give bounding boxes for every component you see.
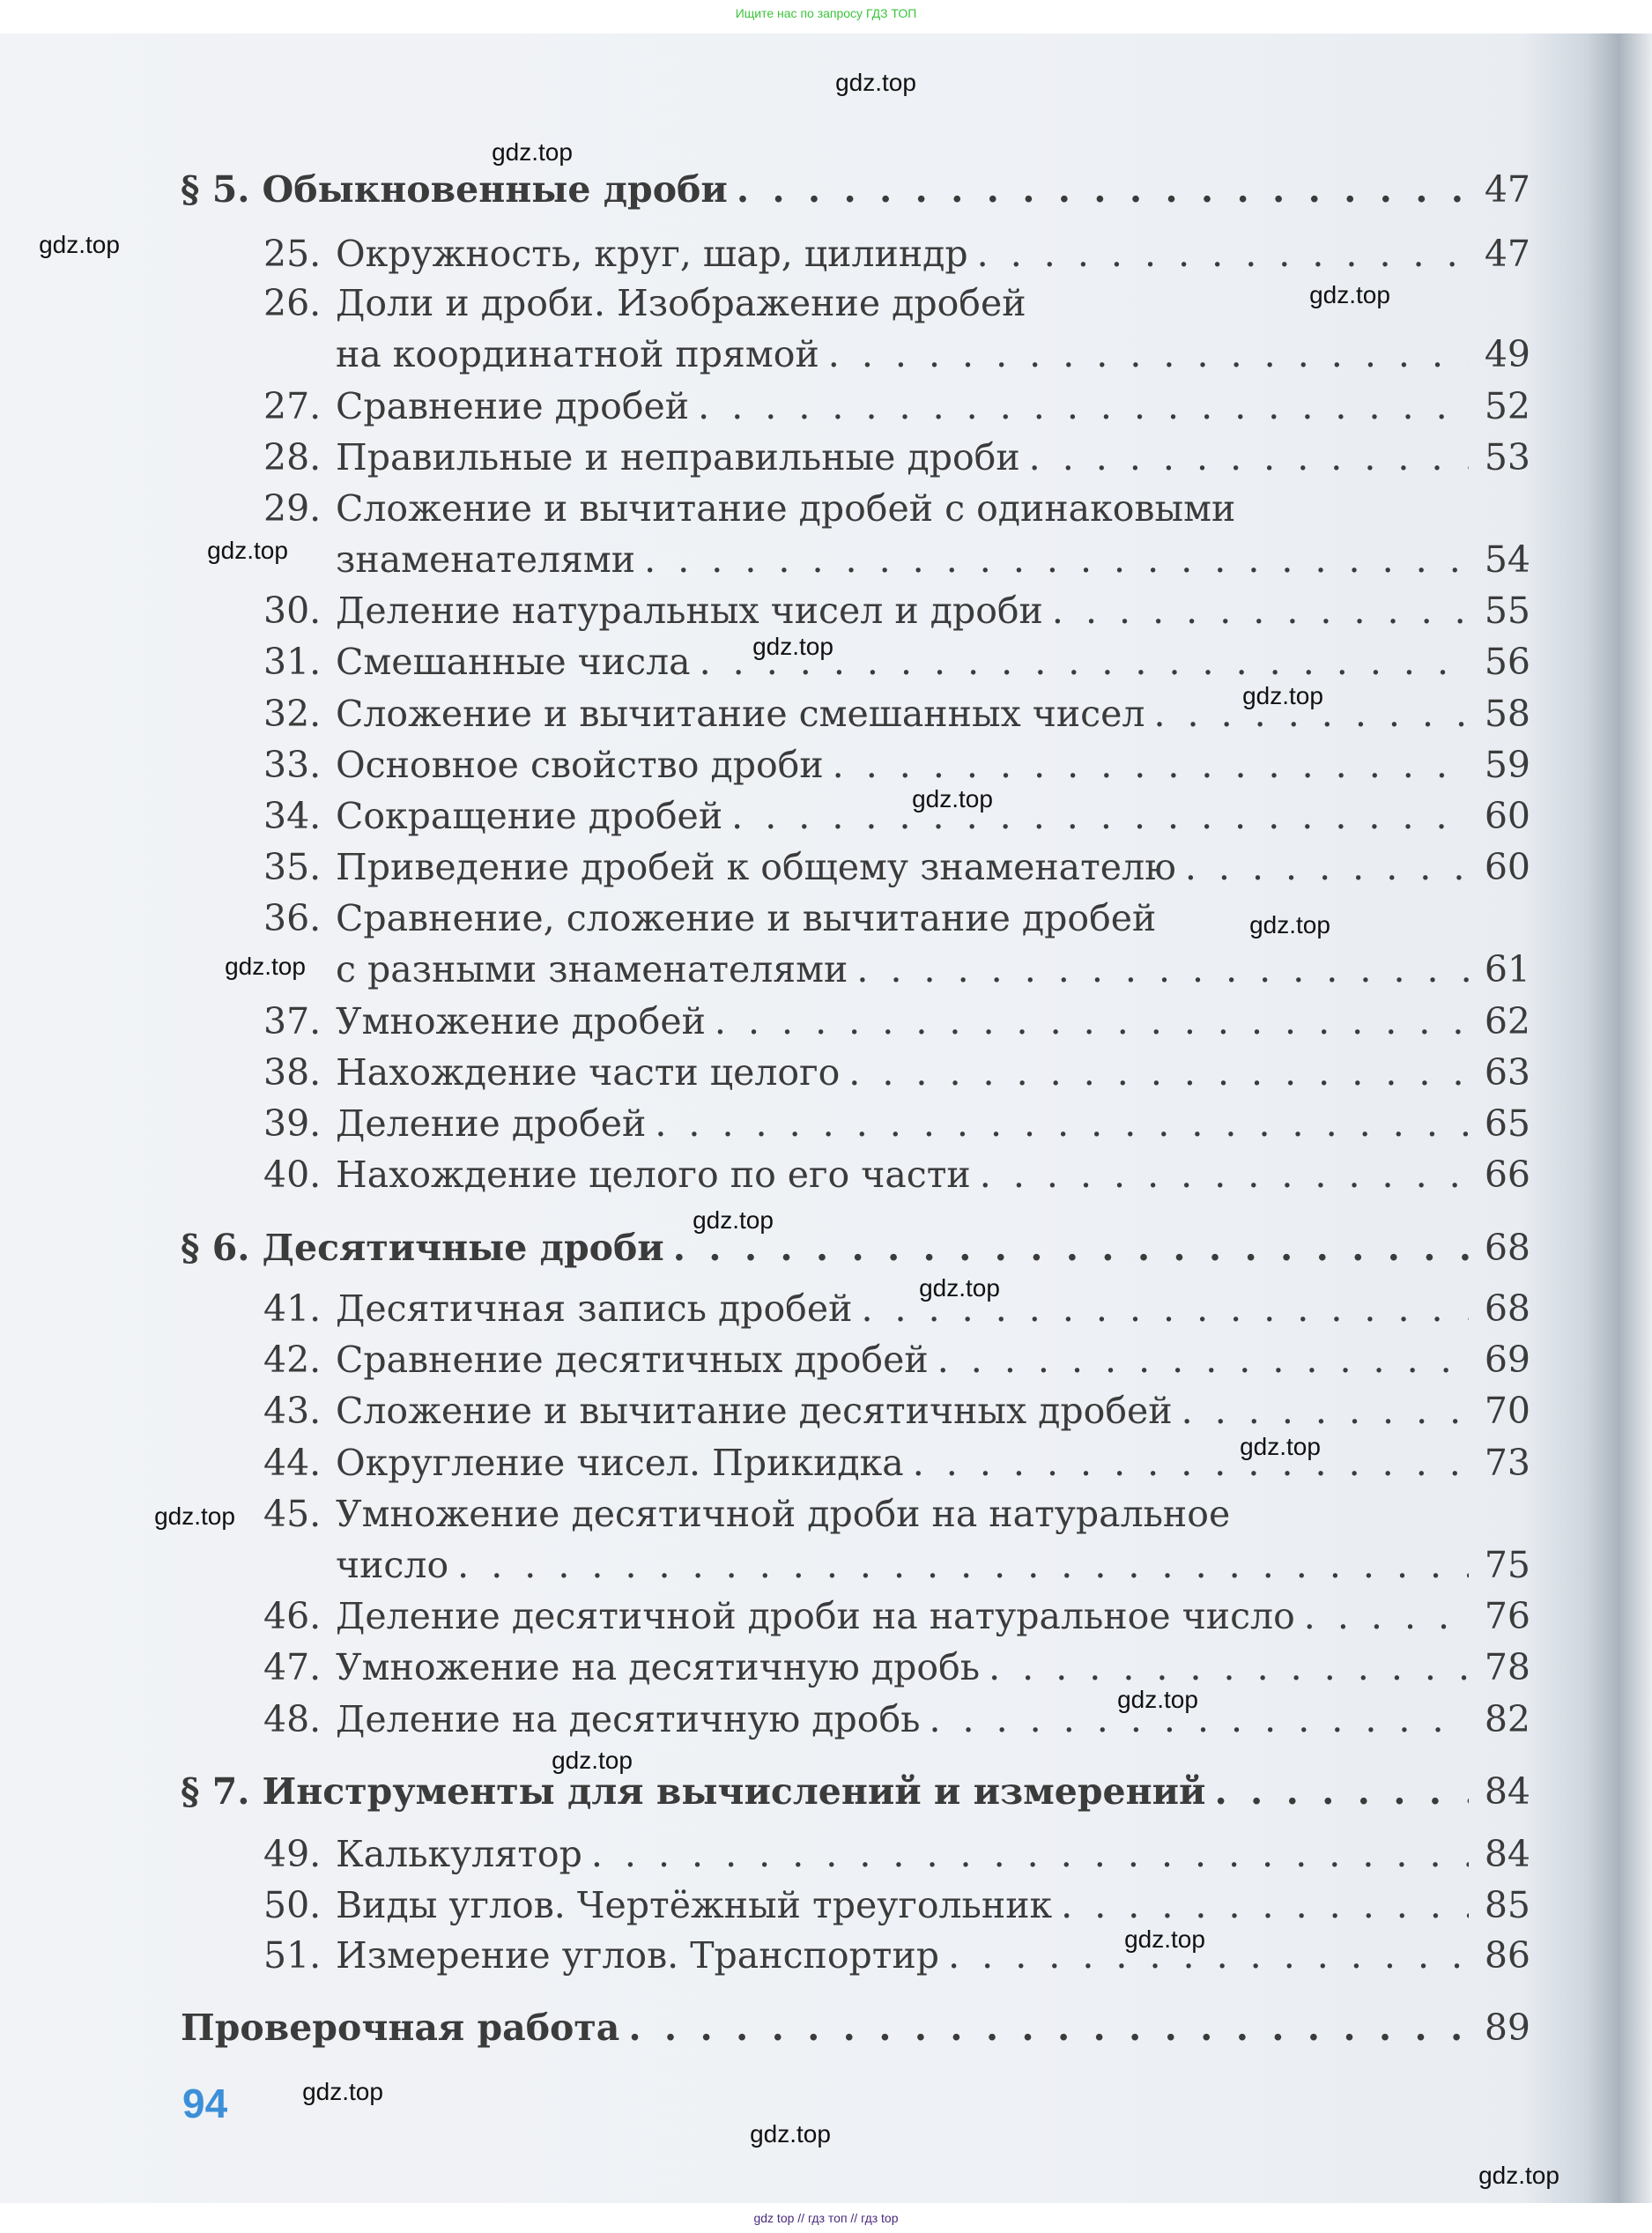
entry-title: Основное свойство дроби (336, 744, 824, 786)
entry-title: Проверочная работа (181, 2007, 620, 2049)
page-number: 94 (182, 2081, 228, 2126)
entry-title-continuation: на координатной прямой (336, 333, 819, 375)
toc-entry-continuation (336, 329, 1530, 380)
entry-number: 44. (263, 1442, 322, 1484)
watermark-text: gdz.top (154, 1502, 235, 1530)
watermark-text: gdz.top (1249, 911, 1330, 938)
entry-number: 32. (263, 693, 322, 735)
entry-number: 31. (263, 641, 322, 683)
entry-title: Округление чисел. Прикидка (336, 1442, 904, 1484)
entry-title: Умножение на десятичную дробь (336, 1646, 981, 1688)
watermark-text: gdz.top (1478, 2162, 1559, 2189)
entry-number: § 7. (181, 1770, 250, 1813)
entry-title: Сравнение дробей (336, 385, 690, 427)
entry-page-number: 76 (1484, 1595, 1530, 1637)
dot-leader (1295, 1591, 1469, 1642)
watermark-text: gdz.top (919, 1274, 1000, 1302)
watermark-text: gdz.top (1124, 1925, 1205, 1953)
entry-title: Обыкновенные дроби (262, 168, 728, 211)
toc-entry[interactable] (263, 1591, 1530, 1642)
entry-page-number: 89 (1484, 2007, 1530, 2049)
entry-number: 43. (263, 1390, 322, 1432)
watermark-text: gdz.top (492, 138, 573, 166)
dot-leader (722, 790, 1469, 842)
entry-page-number: 84 (1484, 1770, 1530, 1813)
entry-page-number: 65 (1484, 1102, 1530, 1145)
toc-entry[interactable] (263, 996, 1530, 1047)
entry-number: 40. (263, 1154, 322, 1196)
dot-leader (664, 1222, 1469, 1273)
toc-entry[interactable] (263, 432, 1530, 483)
toc-entry[interactable] (263, 842, 1530, 893)
footer-banner: gdz top // гдз топ // гдз top (753, 2211, 899, 2225)
toc-entry[interactable] (263, 1930, 1530, 1981)
dot-leader (824, 739, 1469, 790)
entry-page-number: 47 (1484, 233, 1530, 275)
entry-page-number: 58 (1484, 693, 1530, 735)
entry-page-number: 49 (1484, 333, 1530, 375)
entry-number: 49. (263, 1833, 322, 1875)
dot-leader (819, 329, 1469, 380)
entry-number: 29. (263, 487, 322, 530)
watermark-text: gdz.top (750, 2120, 831, 2148)
watermark-text: gdz.top (207, 537, 288, 564)
dot-leader (448, 1539, 1469, 1591)
entry-title: Умножение десятичной дроби на натуральное (336, 1493, 1231, 1535)
entry-title: Окружность, круг, шар, цилиндр (336, 233, 968, 275)
toc-entry[interactable] (263, 739, 1530, 790)
entry-page-number: 68 (1484, 1227, 1530, 1269)
entry-number: 50. (263, 1884, 322, 1926)
entry-page-number: 60 (1484, 846, 1530, 888)
entry-title-continuation: с разными знаменателями (336, 948, 848, 990)
entry-number: 45. (263, 1493, 322, 1535)
header-banner: Ищите нас по запросу ГДЗ ТОП (735, 6, 917, 20)
entry-number: 42. (263, 1339, 322, 1381)
entry-title: Правильные и неправильные дроби (336, 436, 1020, 478)
dot-leader (635, 534, 1469, 585)
entry-title: Виды углов. Чертёжный треугольник (336, 1884, 1053, 1926)
entry-title: Деление натуральных чисел и дроби (336, 590, 1043, 632)
entry-title: Деление дробей (336, 1102, 647, 1145)
watermark-text: gdz.top (39, 231, 120, 258)
entry-title-continuation: число (336, 1544, 449, 1586)
entry-number: 25. (263, 233, 322, 275)
dot-leader (706, 996, 1469, 1047)
entry-title: Доли и дроби. Изображение дробей (336, 282, 1026, 324)
entry-number: 41. (263, 1287, 322, 1330)
entry-page-number: 86 (1484, 1934, 1530, 1977)
entry-page-number: 85 (1484, 1884, 1530, 1926)
toc-entry[interactable] (263, 483, 1530, 534)
entry-page-number: 78 (1484, 1646, 1530, 1688)
entry-title: Нахождение части целого (336, 1051, 841, 1094)
entry-page-number: 53 (1484, 436, 1530, 478)
dot-leader (619, 2002, 1469, 2053)
entry-number: 47. (263, 1646, 322, 1688)
dot-leader (1205, 1766, 1469, 1817)
entry-page-number: 62 (1484, 1000, 1530, 1042)
entry-number: 48. (263, 1698, 322, 1740)
entry-page-number: 70 (1484, 1390, 1530, 1432)
toc-entry[interactable] (263, 1694, 1530, 1745)
watermark-text: gdz.top (1240, 1433, 1321, 1460)
entry-number: 38. (263, 1051, 322, 1094)
watermark-text: gdz.top (302, 2078, 383, 2105)
dot-leader (1020, 432, 1469, 483)
entry-title-continuation: знаменателями (336, 538, 636, 581)
toc-entry-continuation (336, 1539, 1530, 1591)
toc-entry[interactable] (263, 1098, 1530, 1149)
entry-number: 27. (263, 385, 322, 427)
entry-number: 33. (263, 744, 322, 786)
dot-leader (1052, 1880, 1469, 1931)
dot-leader (582, 1829, 1469, 1880)
dot-leader (1043, 585, 1469, 636)
toc-entry[interactable] (263, 228, 1530, 279)
entry-page-number: 84 (1484, 1833, 1530, 1875)
entry-title: Измерение углов. Транспортир (336, 1934, 940, 1977)
toc-entry[interactable] (263, 1334, 1530, 1385)
entry-title: Десятичная запись дробей (336, 1287, 853, 1330)
entry-number: 30. (263, 590, 322, 632)
entry-title: Деление на десятичную дробь (336, 1698, 921, 1740)
toc-section[interactable] (181, 1766, 1530, 1817)
toc-entry-continuation (336, 944, 1530, 995)
watermark-text: gdz.top (1309, 281, 1390, 308)
entry-number: 36. (263, 897, 322, 939)
watermark-text: gdz.top (225, 953, 306, 980)
entry-page-number: 69 (1484, 1339, 1530, 1381)
toc-section[interactable] (181, 2002, 1530, 2053)
entry-number: 35. (263, 846, 322, 888)
entry-title: Сравнение десятичных дробей (336, 1339, 929, 1381)
entry-number: 46. (263, 1595, 322, 1637)
entry-page-number: 52 (1484, 385, 1530, 427)
entry-page-number: 66 (1484, 1154, 1530, 1196)
entry-title: Сокращение дробей (336, 795, 723, 837)
watermark-text: gdz.top (1242, 682, 1323, 709)
entry-title: Смешанные числа (336, 641, 691, 683)
entry-number: 39. (263, 1102, 322, 1145)
entry-page-number: 59 (1484, 744, 1530, 786)
toc-entry[interactable] (263, 1437, 1530, 1488)
entry-page-number: 61 (1484, 948, 1530, 990)
entry-title: Калькулятор (336, 1833, 582, 1875)
entry-number: 37. (263, 1000, 322, 1042)
toc-entry[interactable] (263, 893, 1530, 944)
toc-entry[interactable] (263, 381, 1530, 432)
watermark-text: gdz.top (552, 1747, 633, 1774)
entry-title: Приведение дробей к общему знаменателю (336, 846, 1176, 888)
dot-leader (929, 1334, 1469, 1385)
toc-entry[interactable] (263, 790, 1530, 842)
toc-entry[interactable] (263, 1488, 1530, 1539)
entry-number: 51. (263, 1934, 322, 1977)
entry-number: 34. (263, 795, 322, 837)
entry-page-number: 75 (1484, 1544, 1530, 1586)
entry-page-number: 63 (1484, 1051, 1530, 1094)
watermark-text: gdz.top (835, 69, 916, 96)
entry-number: § 6. (181, 1227, 250, 1269)
dot-leader (904, 1437, 1469, 1488)
toc-entry[interactable] (263, 1642, 1530, 1693)
dot-leader (689, 381, 1469, 432)
dot-leader (840, 1047, 1469, 1098)
toc-entry[interactable] (263, 585, 1530, 636)
entry-page-number: 54 (1484, 538, 1530, 581)
entry-title: Умножение дробей (336, 1000, 706, 1042)
toc-entry[interactable] (263, 1880, 1530, 1931)
entry-page-number: 68 (1484, 1287, 1530, 1330)
entry-number: § 5. (181, 168, 250, 211)
entry-title: Десятичные дроби (262, 1227, 664, 1269)
entry-title: Инструменты для вычислений и измерений (262, 1770, 1206, 1813)
entry-number: 28. (263, 436, 322, 478)
toc-entry[interactable] (263, 1149, 1530, 1200)
dot-leader (728, 164, 1469, 215)
entry-title: Деление десятичной дроби на натуральное число (336, 1595, 1295, 1637)
dot-leader (980, 1642, 1469, 1693)
toc-entry[interactable] (263, 1047, 1530, 1098)
entry-title: Сложение и вычитание дробей с одинаковыми (336, 487, 1236, 530)
entry-title: Сложение и вычитание десятичных дробей (336, 1390, 1173, 1432)
dot-leader (971, 1149, 1469, 1200)
dot-leader (1173, 1385, 1469, 1436)
watermark-text: gdz.top (752, 633, 833, 660)
entry-title: Сравнение, сложение и вычитание дробей (336, 897, 1157, 939)
toc-entry[interactable] (263, 1283, 1530, 1334)
toc-entry-continuation (336, 534, 1530, 585)
watermark-text: gdz.top (912, 785, 993, 812)
watermark-text: gdz.top (693, 1206, 774, 1234)
entry-page-number: 60 (1484, 795, 1530, 837)
toc-entry[interactable] (263, 636, 1530, 687)
entry-page-number: 47 (1484, 168, 1530, 211)
dot-leader (646, 1098, 1469, 1149)
toc-entry[interactable] (263, 1385, 1530, 1436)
toc-section[interactable] (181, 1222, 1530, 1273)
entry-title: Нахождение целого по его части (336, 1154, 971, 1196)
toc-entry[interactable] (263, 688, 1530, 739)
entry-page-number: 73 (1484, 1442, 1530, 1484)
watermark-text: gdz.top (1117, 1686, 1198, 1713)
entry-number: 26. (263, 282, 322, 324)
entry-page-number: 82 (1484, 1698, 1530, 1740)
toc-section[interactable] (181, 164, 1530, 215)
dot-leader (1176, 842, 1469, 893)
dot-leader (848, 944, 1469, 995)
dot-leader (968, 228, 1469, 279)
entry-page-number: 55 (1484, 590, 1530, 632)
entry-page-number: 56 (1484, 641, 1530, 683)
toc-entry[interactable] (263, 1829, 1530, 1880)
entry-title: Сложение и вычитание смешанных чисел (336, 693, 1145, 735)
